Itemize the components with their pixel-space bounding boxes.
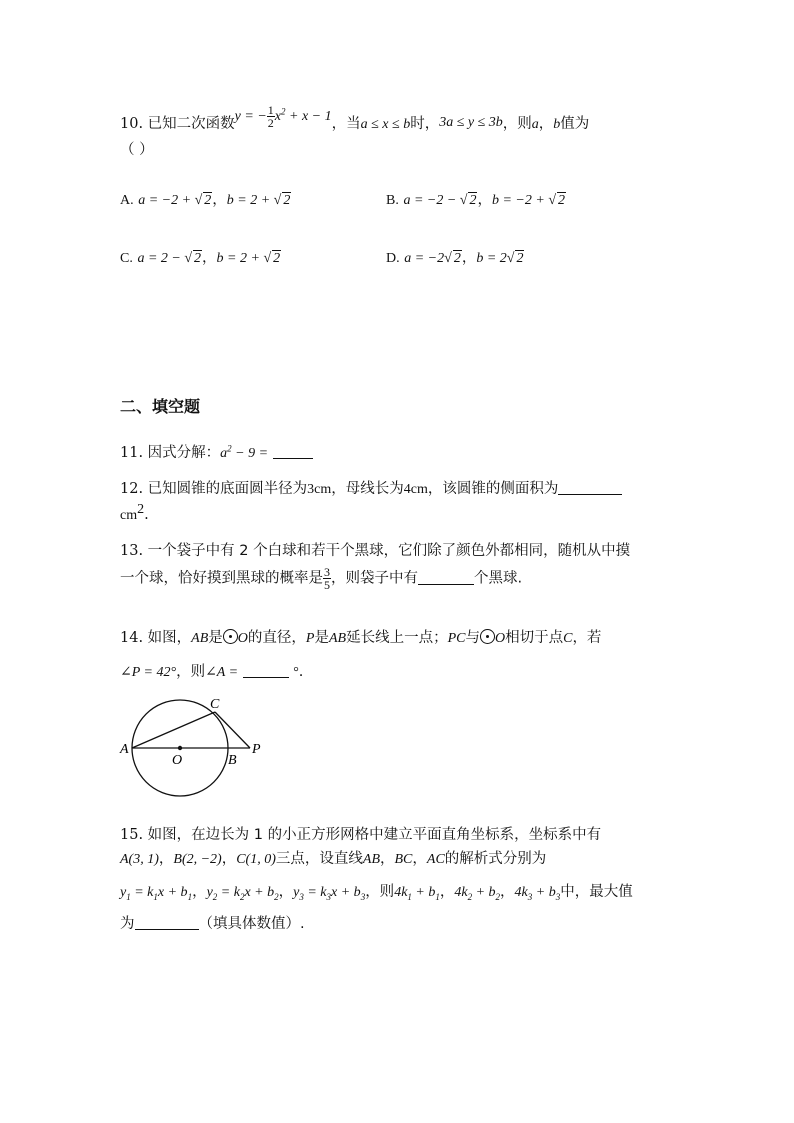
q15-point-c: C(1, 0) xyxy=(236,852,276,867)
q14-t3: 的直径， xyxy=(247,630,306,646)
q15-sep-3: ， xyxy=(380,851,395,867)
q10-option-d-value-b: b = 2√ 2 xyxy=(476,251,524,266)
q10-var-b: b xyxy=(553,117,561,132)
q12-text-a: 已知圆锥的底面圆半径为 xyxy=(147,481,308,497)
segment-ac xyxy=(132,712,215,748)
q10-option-a[interactable] xyxy=(120,188,291,209)
circle-dot-icon xyxy=(480,629,495,644)
q14-o2: O xyxy=(494,631,506,646)
q14-t4: 是 xyxy=(314,630,329,646)
q15-sep-1: ， xyxy=(158,851,174,867)
q10-stem xyxy=(120,103,590,137)
q12 xyxy=(120,477,622,498)
q10-option-b-value-b: b = −2 + √ 2 xyxy=(491,193,566,208)
q15-number: 15. xyxy=(120,827,144,843)
q15-sep-4: ， xyxy=(412,851,427,867)
q12-unit: cm xyxy=(120,507,138,523)
q10-option-b-sep: ， xyxy=(477,192,492,208)
q15-bc: BC xyxy=(394,852,413,867)
q10-option-c-sep: ， xyxy=(202,250,217,266)
q10-function: y = − $\frac{1}{2}$ $x^2 + x - 1$ xyxy=(234,103,332,131)
q14-t8: ，若 xyxy=(572,630,602,646)
q14-o: O xyxy=(237,631,248,646)
q10-option-d[interactable] xyxy=(386,246,524,267)
q10-range-y: 3a ≤ y ≤ 3b xyxy=(439,115,503,130)
q15-fill-note: （填具体数值）. xyxy=(198,916,305,932)
q12-end: . xyxy=(144,506,149,523)
q10-option-c-label: C. xyxy=(120,251,133,266)
q14-line1 xyxy=(120,626,601,647)
q15-line4 xyxy=(120,912,305,933)
q15-point-a: A(3, 1) xyxy=(120,852,159,867)
q10-option-d-value: a = −2√ 2 xyxy=(404,251,461,266)
q15-wei: 为 xyxy=(120,916,135,932)
q15-line1 xyxy=(120,823,601,844)
label-p: P xyxy=(252,742,261,757)
q15-ab: AB xyxy=(362,852,380,867)
q14-t6: 与 xyxy=(465,630,480,646)
q15-sep-6: ， xyxy=(278,884,294,900)
q10-option-a-value-b: b = 2 + √ 2 xyxy=(226,193,291,208)
label-a: A xyxy=(120,742,129,757)
q10-option-b-label: B. xyxy=(386,193,399,208)
q14-angle-p: ∠P = 42° xyxy=(120,665,177,680)
q12-unit-line: $cm^2$. xyxy=(120,502,149,523)
q10-option-a-label: A. xyxy=(120,193,134,208)
q15-expr3: $4k_3 + b_3$ xyxy=(514,885,561,902)
q15-eq3: $y_3 = k_3x + b_3$ xyxy=(293,885,366,902)
q15-three-points: 三点，设直线 xyxy=(275,851,363,867)
q15-eq2: $y_2 = k_2x + b_2$ xyxy=(206,885,279,902)
q13-fraction xyxy=(323,566,331,591)
q13-text-2c: 个黑球. xyxy=(474,570,523,587)
q10-text-a: 已知二次函数 xyxy=(147,116,235,132)
q14-t2: 是 xyxy=(208,630,223,646)
q15-eq1: $y_1 = k_1x + b_1$ xyxy=(120,885,193,902)
q10-number: 10. xyxy=(120,116,144,132)
q14-number: 14. xyxy=(120,630,144,646)
q15-expr1: $4k_1 + b_1$ xyxy=(394,885,440,902)
q15-ac: AC xyxy=(426,852,445,867)
q10-var-a: a xyxy=(531,117,539,132)
q10-option-c-value: a = 2 − √ 2 xyxy=(137,251,202,266)
q14-deg: °． xyxy=(293,665,313,680)
q15-text-1: 如图，在边长为 1 的小正方形网格中建立平面直角坐标系，坐标系中有 xyxy=(147,827,602,843)
q10-option-a-value: a = −2 + √ 2 xyxy=(138,193,212,208)
label-o: O xyxy=(172,753,183,768)
q10-option-b-value: a = −2 − √ 2 xyxy=(403,193,477,208)
q10-option-c-value-b: b = 2 + √ 2 xyxy=(216,251,281,266)
q10-text-c: 时， xyxy=(410,116,440,132)
q14-ab: AB xyxy=(191,631,209,646)
tangent-pc xyxy=(215,712,250,748)
q15-answer-blank[interactable] xyxy=(135,915,199,930)
label-c: C xyxy=(210,697,220,712)
q11-number: 11. xyxy=(120,445,144,461)
q14-answer-blank[interactable] xyxy=(243,663,289,678)
q13-line1 xyxy=(120,539,630,560)
q14-t7: 相切于点 xyxy=(505,630,564,646)
center-point xyxy=(178,746,182,750)
q11 xyxy=(120,441,313,462)
circle-dot-icon xyxy=(223,629,238,644)
q15-then: ，则 xyxy=(365,884,395,900)
q15-sep-5: ， xyxy=(192,884,207,900)
q10-option-a-sep: ， xyxy=(212,192,227,208)
q12-answer-blank[interactable] xyxy=(558,480,622,495)
q15-analytic: 的解析式分别为 xyxy=(444,851,547,867)
q15-sep-7: ， xyxy=(439,884,455,900)
q13-text-2a: 一个球，恰好摸到黑球的概率是 xyxy=(120,570,323,587)
q12-text-b: ，母线长为 xyxy=(331,481,404,497)
q15-line3 xyxy=(120,880,633,902)
label-b: B xyxy=(228,753,237,768)
q14-t9: ，则 xyxy=(176,664,206,680)
q13-answer-blank[interactable] xyxy=(418,570,474,585)
q14-line2 xyxy=(120,660,313,681)
q12-number: 12. xyxy=(120,481,144,497)
q14-t1: 如图， xyxy=(147,630,192,646)
q12-radius: 3cm xyxy=(307,482,332,497)
q15-sep-8: ， xyxy=(500,884,515,900)
q10-option-d-sep: ， xyxy=(461,250,477,266)
q14-figure xyxy=(118,694,268,804)
q10-paren: （ ） xyxy=(120,142,154,158)
q10-option-c[interactable] xyxy=(120,246,281,267)
q15-middle: 中，最大值 xyxy=(560,884,633,900)
q11-text: 因式分解： xyxy=(147,445,221,461)
q13-line2 xyxy=(120,566,522,591)
q15-sep-2: ， xyxy=(221,851,237,867)
q13-frac-den: 5 xyxy=(324,578,330,592)
q10-option-d-label: D. xyxy=(386,251,400,266)
q12-slant: 4cm xyxy=(403,482,428,497)
q15-expr2: $4k_2 + b_2$ xyxy=(454,885,501,902)
q14-c: C xyxy=(563,631,573,646)
q14-angle-a: ∠A = xyxy=(205,665,239,680)
q14-ab2: AB xyxy=(328,631,347,646)
q11-expr: $a^2 - 9$ = xyxy=(220,443,269,461)
q10-text-f: 值为 xyxy=(560,116,590,132)
q13-number: 13. xyxy=(120,543,144,559)
q10-text-b: ，当 xyxy=(331,116,361,132)
q14-pc: PC xyxy=(447,631,466,646)
q10-text-d: ，则 xyxy=(502,116,532,132)
q13-text-1: 一个袋子中有 2 个白球和若干个黑球，它们除了颜色外都相同，随机从中摸 xyxy=(147,543,631,559)
q15-point-b: B(2, −2) xyxy=(173,852,222,867)
q11-answer-blank[interactable] xyxy=(273,444,313,459)
q14-p: P xyxy=(305,631,315,646)
q10-text-e: ， xyxy=(538,116,554,132)
q15-line2 xyxy=(120,847,546,868)
section-title: 二、填空题 xyxy=(120,397,201,416)
q13-frac-num: 3 xyxy=(324,565,330,579)
q13-text-2b: ，则袋子中有 xyxy=(331,570,418,587)
q10-range-x: a ≤ x ≤ b xyxy=(360,117,411,132)
q10-option-b[interactable] xyxy=(386,188,566,209)
q14-t5: 延长线上一点； xyxy=(346,630,448,646)
q12-text-c: ，该圆锥的侧面积为 xyxy=(427,481,559,497)
